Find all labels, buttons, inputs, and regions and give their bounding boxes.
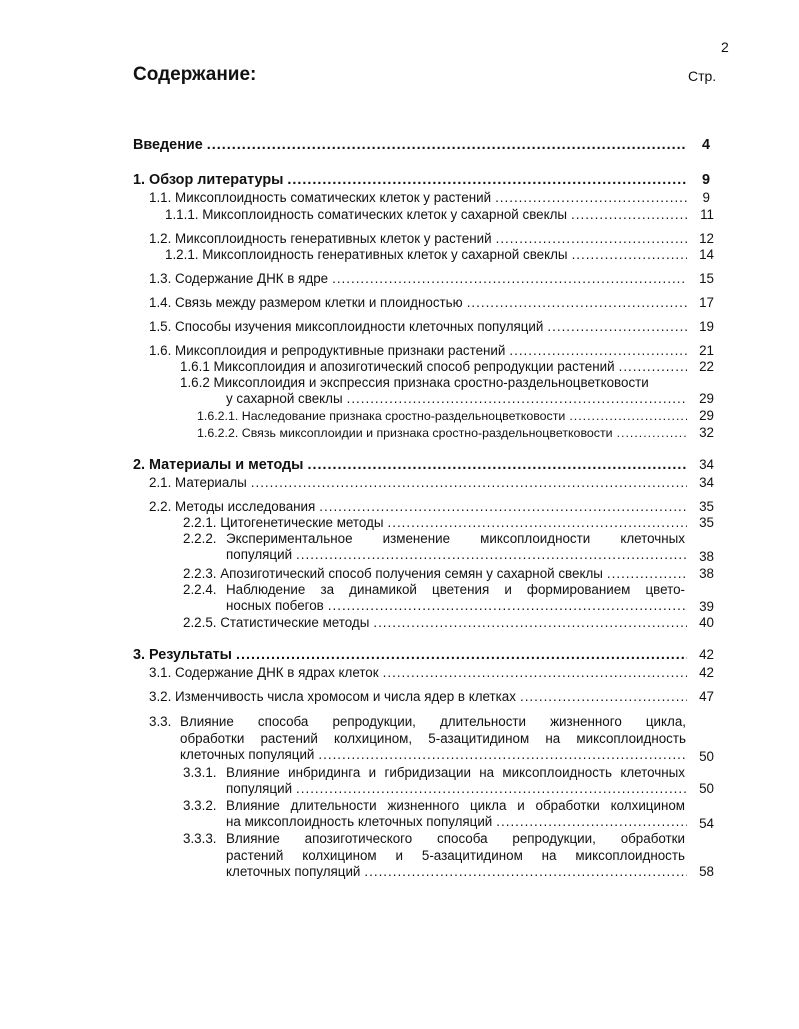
entry-number: 3.3.3. — [183, 831, 217, 846]
entry-title-line-1: 1.6.2 Миксоплоидия и экспрессия признака сростно-раздельноцветковости — [180, 375, 649, 390]
entry-title-line-3: клеточных популяций — [226, 864, 361, 879]
entry-title: 1.2.1. Миксоплоидность генеративных клеток у сахарной свеклы — [165, 247, 568, 262]
leader-dots — [328, 598, 687, 615]
leader-dots — [572, 247, 687, 264]
leader-dots — [467, 295, 687, 312]
entry-title: Введение — [133, 137, 203, 153]
entry-title: 2.1. Материалы — [149, 475, 247, 490]
leader-dots — [571, 207, 687, 224]
entry-page: 38 — [699, 566, 714, 581]
entry-title: 2.2.5. Статистические методы — [183, 615, 370, 630]
entry-title: 1.2. Миксоплоидность генеративных клеток у растений — [149, 231, 492, 246]
entry-title: 2.2. Методы исследования — [149, 499, 316, 514]
entry-page: 35 — [699, 499, 714, 514]
leader-dots — [509, 343, 687, 360]
leader-dots — [207, 137, 687, 154]
entry-number: 3.3.2. — [183, 798, 217, 813]
entry-title-line-1: Влияние апозиготического способа репродукции, обработки — [226, 831, 685, 846]
entry-title-line-1: Наблюдение за динамикой цветения и формированием цвето- — [226, 582, 685, 597]
leader-dots — [607, 566, 687, 583]
leader-dots — [373, 615, 687, 632]
entry-title-line-3: клеточных популяций — [180, 747, 315, 762]
entry-page: 42 — [699, 665, 714, 680]
leader-dots — [495, 190, 687, 207]
entry-title-line-2: растений колхицином и 5-азацитидином на миксоплоидность — [226, 847, 685, 863]
page-number: 2 — [721, 39, 729, 55]
leader-dots — [496, 231, 687, 248]
entry-page: 21 — [699, 343, 714, 358]
leader-dots — [547, 319, 687, 336]
entry-page: 42 — [699, 647, 714, 662]
entry-title-line-2: носных побегов — [226, 598, 324, 613]
entry-title-line-2: популяций — [226, 781, 293, 796]
entry-page: 9 — [702, 190, 710, 205]
entry-title-line-2: популяций — [226, 547, 293, 562]
entry-page: 32 — [699, 425, 714, 440]
entry-title: 3. Результаты — [133, 647, 232, 663]
entry-page: 22 — [699, 359, 714, 374]
leader-dots — [307, 457, 687, 474]
entry-page: 47 — [699, 689, 714, 704]
leader-dots — [364, 864, 687, 881]
entry-number: 3.3.1. — [183, 765, 217, 780]
leader-dots — [296, 781, 687, 798]
leader-dots — [617, 425, 687, 442]
entry-title: 1.6. Миксоплоидия и репродуктивные признаки растений — [149, 343, 506, 358]
entry-title: 1.4. Связь между размером клетки и плоидностью — [149, 295, 463, 310]
entry-title-line-2: на миксоплоидность клеточных популяций — [226, 814, 493, 829]
entry-title: 3.2. Изменчивость числа хромосом и числа ядер в клетках — [149, 689, 516, 704]
entry-title: 2.2.3. Апозиготический способ получения семян у сахарной свеклы — [183, 566, 603, 581]
leader-dots — [287, 172, 687, 189]
entry-page: 29 — [699, 391, 714, 406]
entry-title-line-1: Влияние длительности жизненного цикла и обработки колхицином — [226, 798, 685, 813]
leader-dots — [318, 747, 687, 764]
entry-title-line-1: Влияние инбридинга и гибридизации на миксоплоидность клеточных — [226, 765, 685, 780]
entry-title: 1. Обзор литературы — [133, 172, 284, 188]
entry-page: 34 — [699, 457, 714, 472]
entry-page: 14 — [699, 247, 714, 262]
entry-page: 4 — [701, 137, 710, 153]
entry-number: 2.2.2. — [183, 531, 217, 546]
leader-dots — [388, 515, 688, 532]
entry-title: 3.1. Содержание ДНК в ядрах клеток — [149, 665, 379, 680]
entry-page: 9 — [701, 172, 710, 188]
entry-title-line-1: Влияние способа репродукции, длительности жизненного цикла, — [180, 714, 686, 729]
entry-number: 3.3. — [149, 714, 172, 729]
entry-title: 1.6.2.1. Наследование признака сростно-раздельноцветковости — [197, 409, 566, 423]
entry-page: 38 — [699, 549, 714, 564]
leader-dots — [296, 547, 687, 564]
entry-page: 29 — [699, 408, 714, 423]
entry-page: 17 — [699, 295, 714, 310]
entry-title: 1.1. Миксоплоидность соматических клеток у растений — [149, 190, 492, 205]
entry-title: 1.5. Способы изучения миксоплоидности клеточных популяций — [149, 319, 544, 334]
page-column-label: Стр. — [688, 68, 717, 84]
entry-page: 39 — [699, 599, 714, 614]
entry-title-line-2: обработки растений колхицином, 5-азацитидином на миксоплоидность — [180, 730, 686, 746]
entry-title: 2. Материалы и методы — [133, 457, 304, 473]
entry-page: 40 — [699, 615, 714, 630]
leader-dots — [251, 475, 687, 492]
entry-title: 2.2.1. Цитогенетические методы — [183, 515, 384, 530]
entry-page: 12 — [699, 231, 714, 246]
entry-title-line-2: у сахарной свеклы — [226, 391, 343, 406]
leader-dots — [569, 408, 687, 425]
entry-title: 1.6.1 Миксоплоидия и апозиготический способ репродукции растений — [180, 359, 615, 374]
entry-page: 58 — [699, 864, 714, 879]
entry-number: 2.2.4. — [183, 582, 217, 597]
leader-dots — [496, 814, 687, 831]
leader-dots — [236, 647, 687, 664]
entry-page: 15 — [699, 271, 714, 286]
entry-page: 50 — [699, 781, 714, 796]
entry-page: 54 — [699, 816, 714, 831]
entry-page: 11 — [700, 207, 714, 222]
leader-dots — [319, 499, 687, 516]
entry-title-line-1: Экспериментальное изменение миксоплоидности клеточных — [226, 531, 685, 546]
entry-title: 1.1.1. Миксоплоидность соматических клеток у сахарной свеклы — [165, 207, 568, 222]
leader-dots — [619, 359, 687, 376]
toc-title: Содержание: — [133, 64, 257, 85]
entry-page: 19 — [699, 319, 714, 334]
leader-dots — [520, 689, 687, 706]
entry-page: 50 — [699, 749, 714, 764]
entry-title: 1.6.2.2. Связь миксоплоидии и признака сростно-раздельноцветковости — [197, 426, 613, 440]
entry-page: 35 — [699, 515, 714, 530]
entry-page: 34 — [699, 475, 714, 490]
leader-dots — [383, 665, 687, 682]
leader-dots — [332, 271, 687, 288]
entry-title: 1.3. Содержание ДНК в ядре — [149, 271, 329, 286]
leader-dots — [347, 391, 687, 408]
